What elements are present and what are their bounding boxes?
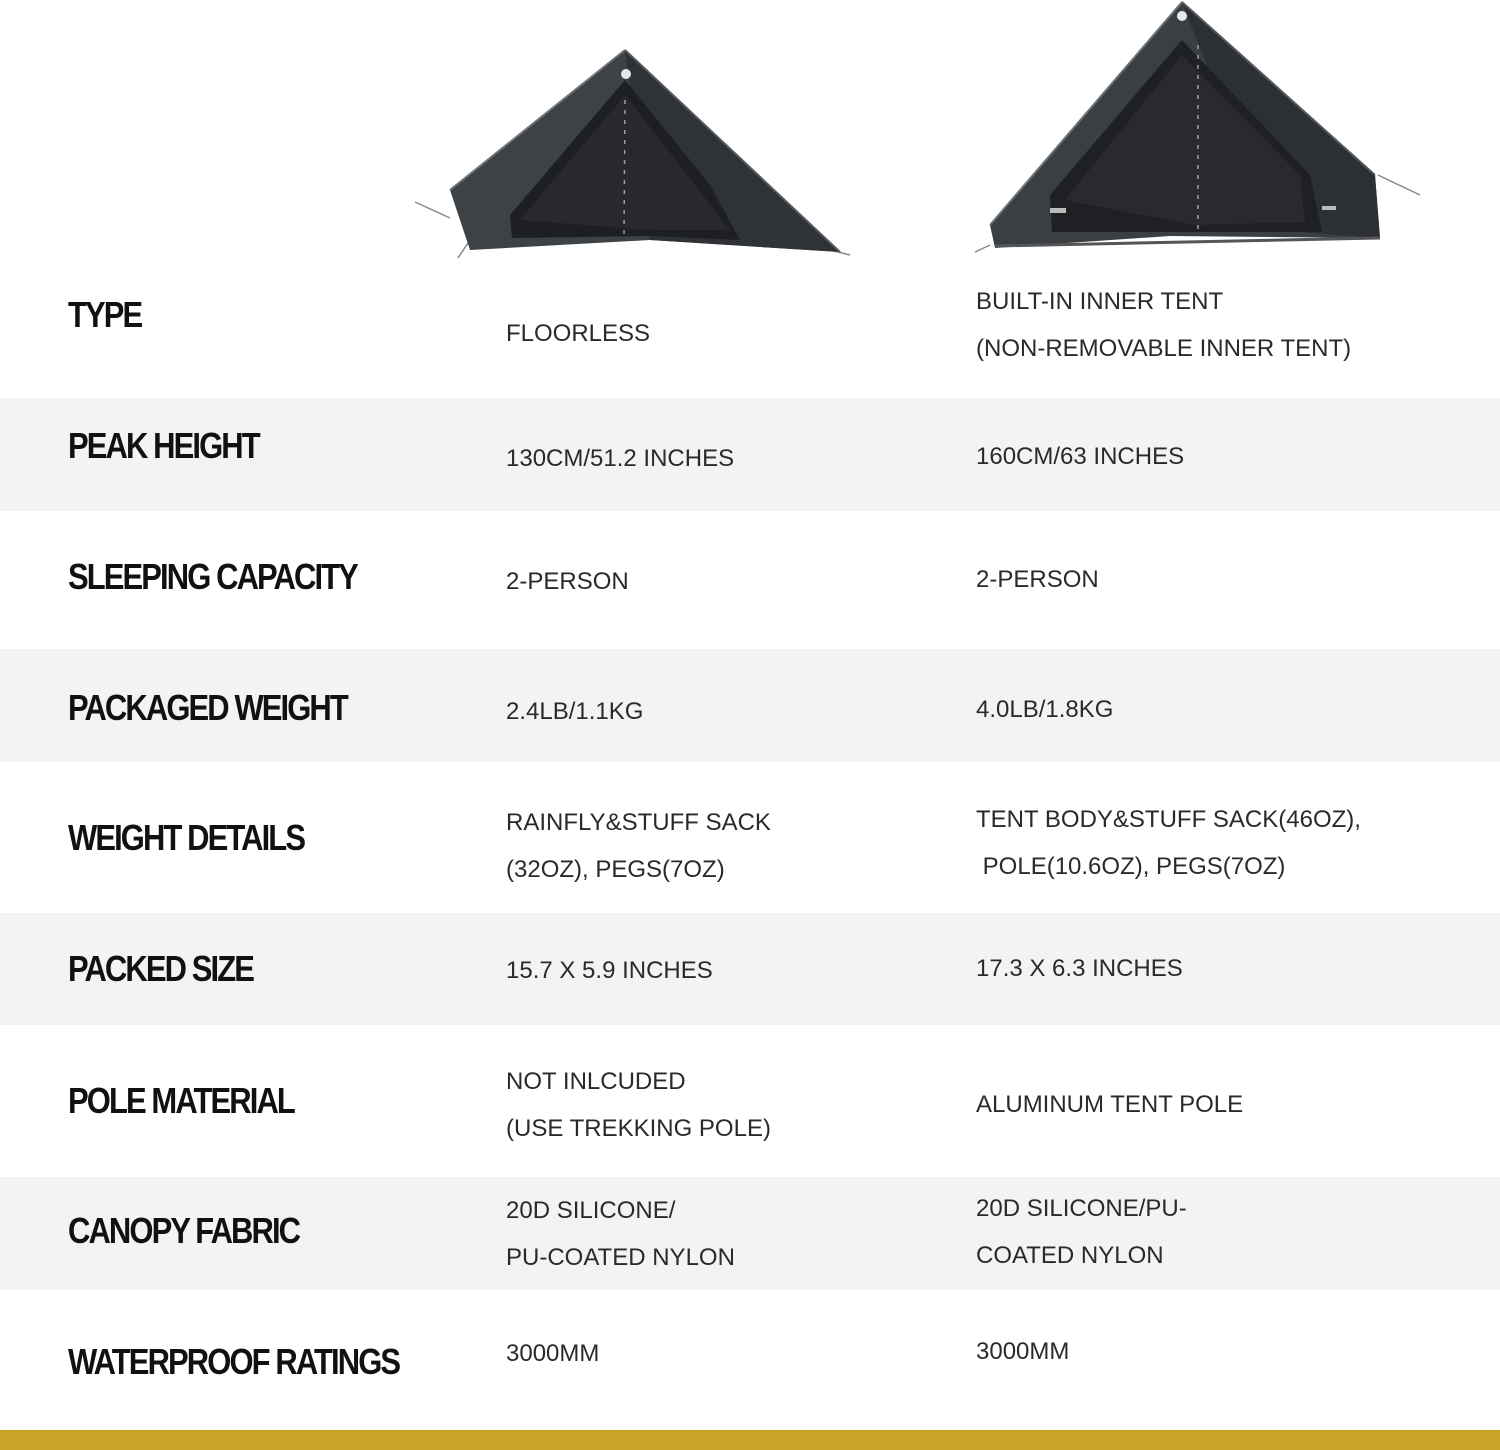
spec-row-canopy-fabric — [0, 1177, 1500, 1290]
spec-row-peak-height — [0, 398, 1500, 511]
accent-bar — [0, 1430, 1500, 1450]
spec-label: SLEEPING CAPACITY — [68, 556, 357, 597]
spec-label: PACKED SIZE — [68, 948, 254, 989]
spec-value-floorless: 20D SILICONE/ — [506, 1197, 676, 1224]
spec-value-floorless: PU-COATED NYLON — [506, 1244, 735, 1271]
tent-image-floorless — [410, 40, 860, 265]
spec-value-floorless: FLOORLESS — [506, 320, 651, 347]
spec-value-inner-tent: 160CM/63 INCHES — [976, 443, 1185, 470]
spec-label: POLE MATERIAL — [68, 1080, 294, 1121]
spec-label: WEIGHT DETAILS — [68, 817, 305, 858]
spec-label: CANOPY FABRIC — [68, 1210, 300, 1251]
spec-value-floorless: 130CM/51.2 INCHES — [506, 445, 735, 472]
spec-row-pole-material — [0, 1025, 1500, 1177]
spec-row-weight-details — [0, 762, 1500, 913]
spec-value-inner-tent: TENT BODY&STUFF SACK(46OZ), — [976, 806, 1361, 833]
spec-value-floorless: (USE TREKKING POLE) — [506, 1115, 771, 1142]
spec-label: WATERPROOF RATINGS — [68, 1341, 400, 1382]
spec-value-floorless: 2-PERSON — [506, 568, 629, 595]
spec-value-inner-tent: 3000MM — [976, 1338, 1070, 1365]
tent-image-inner-tent — [970, 0, 1430, 260]
spec-value-floorless: RAINFLY&STUFF SACK — [506, 809, 771, 836]
spec-row-sleeping-capacity — [0, 511, 1500, 649]
spec-value-inner-tent: 2-PERSON — [976, 566, 1099, 593]
spec-row-packaged-weight — [0, 649, 1500, 762]
spec-value-floorless: 2.4LB/1.1KG — [506, 698, 644, 725]
spec-label: PEAK HEIGHT — [68, 425, 259, 466]
spec-row-waterproof-ratings — [0, 1290, 1500, 1430]
spec-value-floorless: 3000MM — [506, 1340, 600, 1367]
spec-label: TYPE — [68, 294, 142, 335]
spec-value-floorless: 15.7 X 5.9 INCHES — [506, 957, 713, 984]
spec-label: PACKAGED WEIGHT — [68, 687, 347, 728]
spec-value-inner-tent: POLE(10.6OZ), PEGS(7OZ) — [976, 853, 1286, 880]
spec-value-inner-tent: COATED NYLON — [976, 1242, 1164, 1269]
spec-row-type — [0, 268, 1500, 398]
spec-value-inner-tent: 17.3 X 6.3 INCHES — [976, 955, 1183, 982]
spec-value-inner-tent: (NON-REMOVABLE INNER TENT) — [976, 335, 1352, 362]
spec-row-packed-size — [0, 913, 1500, 1025]
product-header — [0, 0, 1500, 268]
spec-value-inner-tent: BUILT-IN INNER TENT — [976, 288, 1224, 315]
spec-value-inner-tent: 20D SILICONE/PU- — [976, 1195, 1187, 1222]
spec-value-floorless: NOT INLCUDED — [506, 1068, 686, 1095]
spec-value-inner-tent: ALUMINUM TENT POLE — [976, 1091, 1244, 1118]
spec-value-inner-tent: 4.0LB/1.8KG — [976, 696, 1114, 723]
spec-value-floorless: (32OZ), PEGS(7OZ) — [506, 856, 725, 883]
